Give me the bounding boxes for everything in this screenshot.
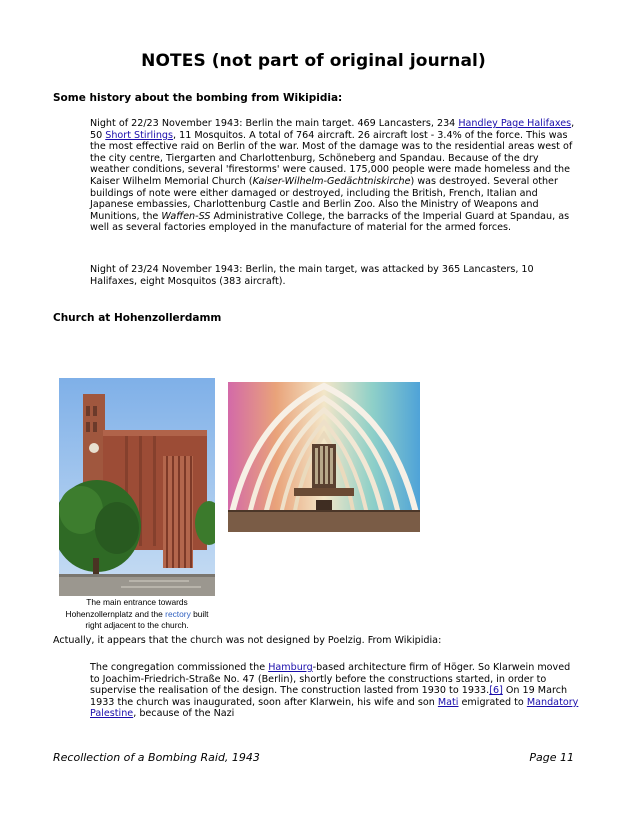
link-footnote-6[interactable]: [6] <box>489 685 503 697</box>
church-intro-text: Actually, it appears that the church was not designed by Poelzig. From Wikipidia: <box>53 635 442 646</box>
text-run: Administrative College, the barracks of the Imperial Guard at Spandau, as well as several factories employed in the manufacture of material for the armed forces. <box>90 210 570 234</box>
section-heading-history: Some history about the bombing from Wikipidia: <box>53 92 343 104</box>
text-run: -based architecture firm of Höger. So Klarwein moved to Joachim-Friedrich-Straße No. 47 (Berlin), shortly before the constructions started, in order to supervise the realisation of the design. The construction lasted from 1930 to 1933. <box>90 662 571 697</box>
text-run: , 11 Mosquitos. A total of 764 aircraft. 26 aircraft lost - 3.4% of the force. This was the most effective raid on Berlin of the war. Most of the damage was to the residential areas west of the city centre, Tiergarten and Charlottenburg, Schöneberg and Spandau. Because of the dry weather conditions, several 'firestorms' were caused. 175,000 people were made homeless and the Kaiser Wilhelm Memorial Church ( <box>90 129 573 187</box>
history-paragraph-1 <box>90 118 580 234</box>
text-run: The congregation commissioned the <box>90 662 269 673</box>
history-paragraph-2: Night of 23/24 November 1943: Berlin, the main target, was attacked by 365 Lancasters, 10 Halifaxes, eight Mosquitos (383 aircraft). <box>90 264 534 287</box>
photo-caption <box>59 597 215 632</box>
text-run: , because of the Nazi <box>133 708 235 720</box>
link-handley-page-halifaxes[interactable]: Handley Page Halifaxes <box>458 118 572 129</box>
footer-page-number: Page 11 <box>529 751 574 764</box>
text-run: , 50 <box>90 118 575 141</box>
text-run: built right adjacent to the church. <box>85 608 209 630</box>
text-run: ) was destroyed. Several other buildings of note were either damaged or destroyed, including the British, French, Italian and Japanese embassies, Charlottenburg Castle and Berlin Zoo. Also the Ministry of Weapons and Munitions, the <box>90 175 558 222</box>
section-heading-church: Church at Hohenzollerdamm <box>53 312 222 324</box>
link-short-stirlings[interactable]: Short Stirlings <box>105 129 174 141</box>
text-italic: Kaiser-Wilhelm-Gedächtniskirche <box>252 175 411 187</box>
link-mati[interactable]: Mati <box>437 696 459 708</box>
link-mandatory-palestine[interactable]: Mandatory Palestine <box>90 696 579 720</box>
church-quote-paragraph <box>90 662 580 720</box>
text-run: On 19 March 1933 the church was inaugurated, soon after Klarwein, his wife and son <box>90 685 568 708</box>
page-title: NOTES (not part of original journal) <box>141 51 486 71</box>
link-hamburg[interactable]: Hamburg <box>268 662 313 673</box>
link-rectory[interactable]: rectory <box>165 608 191 619</box>
footer-document-title: Recollection of a Bombing Raid, 1943 <box>53 751 260 764</box>
text-run: Night of 22/23 November 1943: Berlin the main target. 469 Lancasters, 234 <box>90 118 459 129</box>
text-run: emigrated to <box>458 696 527 708</box>
text-run: The main entrance towards Hohenzollernplatz and the <box>65 597 188 619</box>
church-exterior-photo <box>59 378 215 596</box>
text-italic: Waffen-SS <box>161 210 211 222</box>
church-interior-photo <box>228 382 420 532</box>
